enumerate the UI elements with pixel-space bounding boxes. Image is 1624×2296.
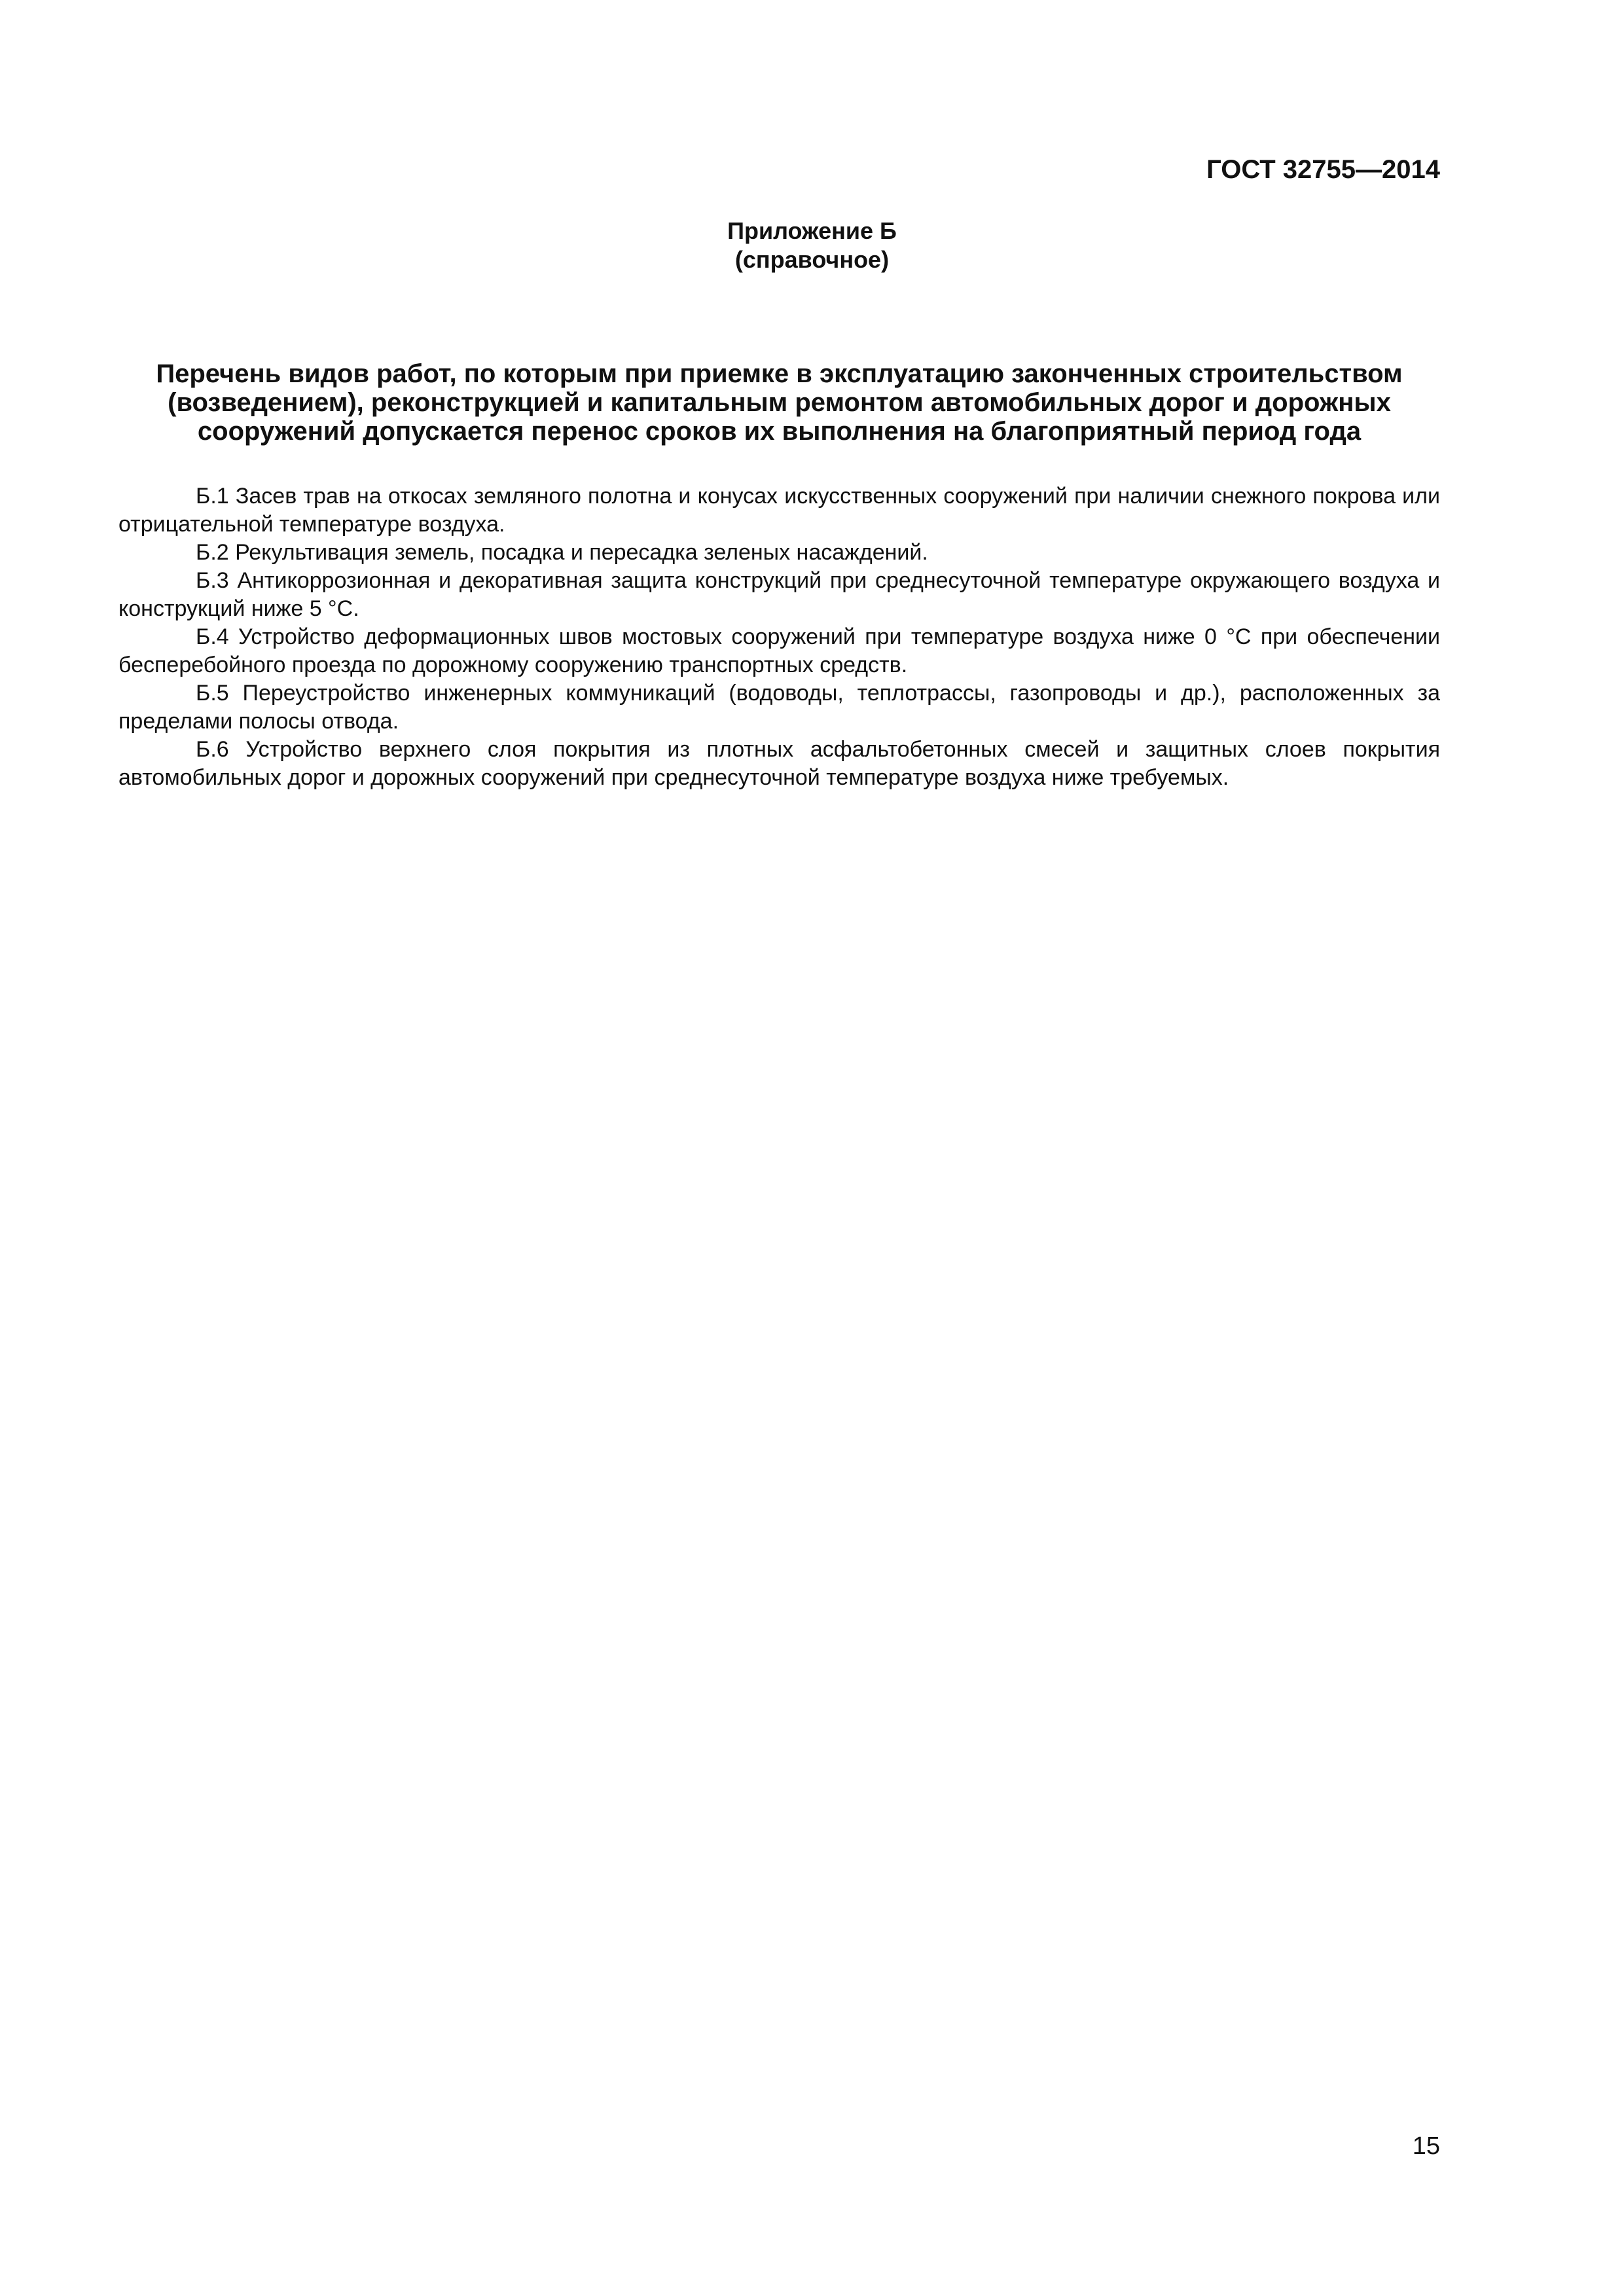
paragraph-b5: Б.5 Переустройство инженерных коммуникаций (водоводы, теплотрассы, газопроводы и др.), расположенных за пределами полосы отвода. [118,681,1440,734]
paragraph-b4: Б.4 Устройство деформационных швов мостовых сооружений при температуре воздуха ниже 0 °С при обеспечении бесперебойного проезда по дорожному сооружению транспортных средств. [118,624,1440,677]
annex-label: Приложение Б [727,217,897,244]
annex-heading [0,217,1624,274]
paragraph-b1: Б.1 Засев трав на откосах земляного полотна и конусах искусственных сооружений при наличии снежного покрова или отрицательной температуре воздуха. [118,484,1440,537]
document-title: Перечень видов работ, по которым при приемке в эксплуатацию законченных строительством (возведением), реконструкцией и капитальным ремонтом автомобильных дорог и дорожных сооружений допускается перенос сроков их выполнения на благоприятный период года [156,359,1403,446]
annex-kind: (справочное) [734,246,890,273]
document-body [118,482,1440,792]
paragraph-b3: Б.3 Антикоррозионная и декоративная защита конструкций при среднесуточной температуре окружающего воздуха и конструкций ниже 5 °С. [118,568,1440,621]
document-code: ГОСТ 32755—2014 [1206,155,1440,184]
page-number: 15 [1412,2132,1440,2160]
paragraph-b2: Б.2 Рекультивация земель, посадка и пересадка зеленых насаждений. [196,540,928,565]
paragraph-b6: Б.6 Устройство верхнего слоя покрытия из плотных асфальтобетонных смесей и защитных слоев покрытия автомобильных дорог и дорожных сооружений при среднесуточной температуре воздуха ниже требуемых. [118,737,1440,790]
